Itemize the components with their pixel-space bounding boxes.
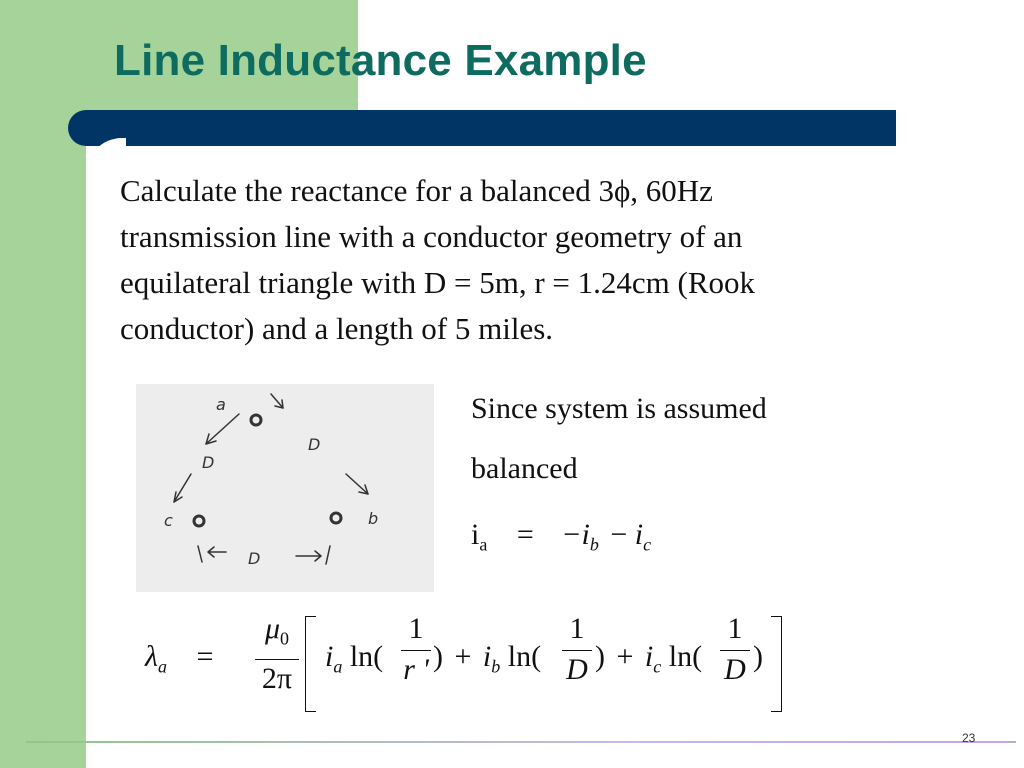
conductor-b bbox=[331, 513, 341, 523]
fraction-one-over-d: 1 D bbox=[562, 612, 592, 687]
fraction-one-over-d: 1 D bbox=[720, 612, 750, 687]
two-pi: 2π bbox=[261, 662, 293, 696]
term-close: ) bbox=[753, 640, 763, 673]
lambda-symbol: λ bbox=[145, 640, 158, 673]
eq-ib-sub: b bbox=[589, 534, 599, 555]
arrow-cb bbox=[208, 547, 226, 557]
term-a: $i_a$ ln( bbox=[325, 640, 384, 677]
title-underline-bar bbox=[68, 110, 896, 146]
term-b: ) + $i_b$ ln( bbox=[433, 640, 542, 677]
sketch-label-d: D bbox=[248, 549, 261, 568]
sketch-label-b: b bbox=[368, 509, 379, 528]
conductor-geometry-sketch bbox=[136, 384, 434, 592]
eq-ib-symbol: −i bbox=[561, 518, 590, 551]
page-number: 23 bbox=[962, 731, 976, 745]
flux-linkage-formula bbox=[145, 608, 795, 718]
triangle-sketch-svg bbox=[136, 384, 434, 592]
problem-line: Calculate the reactance for a balanced 3ϕ, 60Hz bbox=[120, 173, 713, 208]
coefficient-fraction bbox=[255, 612, 299, 696]
sketch-label-a: a bbox=[216, 395, 226, 414]
fraction-one-over-r: 1 r ' bbox=[401, 612, 431, 687]
arrow-ba bbox=[346, 474, 368, 494]
footer-rule bbox=[26, 741, 1016, 743]
note-line: Since system is assumed bbox=[471, 392, 767, 425]
formula-equals: = bbox=[196, 640, 214, 673]
eq-ia-symbol: i bbox=[471, 518, 480, 551]
lambda-sub: a bbox=[158, 656, 167, 677]
arrow-ac bbox=[206, 414, 239, 444]
mu-symbol: μ bbox=[264, 612, 281, 645]
eq-ia-sub: a bbox=[479, 534, 488, 555]
current-balance-equation bbox=[471, 518, 651, 555]
problem-line: equilateral triangle with D = 5m, r = 1.24cm (Rook bbox=[120, 265, 756, 300]
arrow-bc bbox=[296, 551, 321, 561]
eq-ic-symbol: i bbox=[634, 518, 644, 551]
sketch-label-d: D bbox=[308, 435, 321, 454]
problem-statement bbox=[120, 168, 980, 352]
eq-equals: = bbox=[516, 518, 534, 551]
sketch-label-c: c bbox=[164, 511, 173, 530]
right-bracket bbox=[771, 616, 782, 712]
slide-title: Line Inductance Example bbox=[114, 36, 647, 85]
conductor-a bbox=[251, 415, 261, 425]
conductor-c bbox=[194, 516, 204, 526]
formula-lhs bbox=[145, 640, 213, 677]
mu-sub: 0 bbox=[280, 628, 290, 649]
eq-ic-sub: c bbox=[643, 534, 652, 555]
term-c: ) + $i_c$ ln( bbox=[595, 640, 703, 677]
note-line: balanced bbox=[471, 452, 578, 485]
problem-line: transmission line with a conductor geometry of an bbox=[120, 219, 743, 254]
eq-minus: − bbox=[610, 518, 628, 551]
left-bracket bbox=[305, 616, 316, 712]
problem-line: conductor) and a length of 5 miles. bbox=[120, 311, 554, 346]
sketch-label-d: D bbox=[202, 453, 215, 472]
arrow-ca bbox=[174, 474, 191, 502]
